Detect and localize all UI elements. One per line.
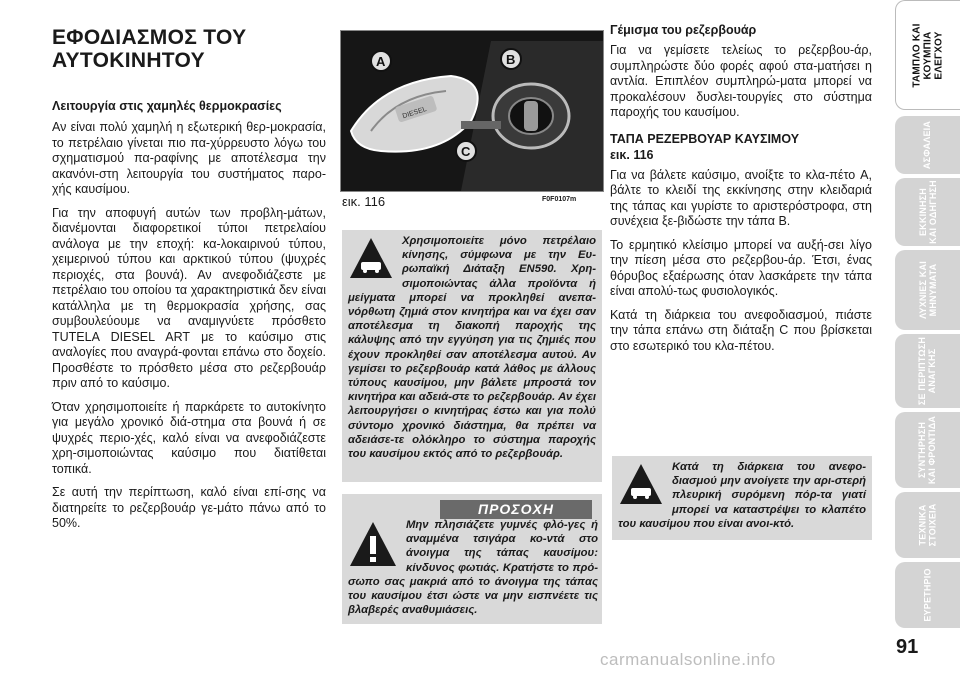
paragraph: Για να γεμίσετε τελείως το ρεζερβου-άρ, συμπληρώστε δύο φορές αφού στα-ματήσει η αντλία. Επιπλέον συμπληρώ-ματα μπορεί να προκαλέσουν δυσλει-τουργίες στο σύστημα παροχής του καυσίμου. bbox=[610, 43, 872, 119]
label-a: A bbox=[376, 54, 386, 69]
tab-technical-specs[interactable] bbox=[895, 492, 960, 558]
warning-triangle-icon bbox=[348, 520, 398, 570]
figure-caption: εικ. 116 bbox=[342, 194, 386, 209]
tab-lights-messages[interactable] bbox=[895, 250, 960, 330]
fuel-cap-illustration bbox=[341, 31, 603, 191]
warning-text: Μην πλησιάζετε γυμνές φλό-γες ή αναμμένα τσιγάρα κο-ντά στο άνοιγμα της τάπας καυσίμου: κίνδυνος φωτιάς. Κρατήστε το πρό-σωπο σας μακριά από το άνοιγμα της τάπας του καυσίμου έτσι ώστε να μην εισπνέετε τις βλαβερές αναθυμιάσεις. bbox=[348, 519, 598, 617]
car-warning-icon bbox=[348, 236, 394, 280]
tab-label: ΑΣΦΑΛΕΙΑ bbox=[922, 120, 933, 170]
tab-label: ΤΕΧΝΙΚΑ ΣΤΟΙΧΕΙΑ bbox=[917, 503, 938, 547]
paragraph: Το ερμητικό κλείσιμο μπορεί να αυξή-σει λίγο την πίεση μέσα στο ρεζερβου-άρ. Έτσι, ένας θόρυβος εξαέρωσης όταν λασκάρετε την τάπα είναι απολύ-τως φυσιολογικός. bbox=[610, 237, 872, 298]
tab-starting-driving[interactable] bbox=[895, 178, 960, 246]
section-tabs bbox=[895, 0, 960, 677]
tab-maintenance[interactable] bbox=[895, 412, 960, 488]
tab-label: ΕΥΡΕΤΗΡΙΟ bbox=[922, 568, 933, 622]
fuel-note-box bbox=[342, 230, 602, 482]
tab-label: ΤΑΜΠΛΟ ΚΑΙ ΚΟΥΜΠΙΑ ΕΛΕΓΧΟΥ bbox=[911, 22, 945, 88]
fuel-cap-figure bbox=[340, 30, 604, 192]
warning-heading: ΠΡΟΣΟΧΗ bbox=[440, 500, 592, 519]
watermark: carmanualsonline.info bbox=[600, 650, 776, 669]
tab-label: ΣΥΝΤΗΡΗΣΗ ΚΑΙ ΦΡΟΝΤΙΔΑ bbox=[917, 415, 938, 485]
tab-index[interactable] bbox=[895, 562, 960, 628]
subheading-low-temp: Λειτουργία στις χαμηλές θερμοκρασίες bbox=[52, 99, 282, 113]
paragraph: Όταν χρησιμοποιείτε ή παρκάρετε το αυτοκίνητο για μεγάλο χρονικό διά-στημα στα βουνά ή σε ψυχρές περιο-χές, καλό είναι να ανεφοδιάζεστε χρη-σιμοποιώντας καύσιμο που διατίθεται τοπικά. bbox=[52, 399, 326, 476]
paragraph: Για να βάλετε καύσιμο, ανοίξτε το κλα-πέτο A, βάλτε το κλειδί της εκκίνησης στην κλειδαριά της τάπας και γυρίστε το αριστερόστροφα, στη συνέχεια ξε-βιδώστε την τάπα B. bbox=[610, 167, 872, 228]
warning-content bbox=[348, 518, 598, 617]
left-column bbox=[52, 98, 326, 532]
right-column bbox=[610, 22, 872, 354]
tab-dashboard[interactable] bbox=[895, 0, 960, 110]
paragraph: Σε αυτή την περίπτωση, καλό είναι επί-σης να διατηρείτε το ρεζερβουάρ γε-μάτο πάνω από το 50%. bbox=[52, 485, 326, 530]
tab-safety[interactable] bbox=[895, 116, 960, 174]
door-note-text: Κατά τη διάρκεια του ανεφο-διασμού μην ανοίγετε την αρι-στερή πλευρική συρόμενη πόρ-τα γιατί μπορεί να καταστρέψει το κλαπέτο του καυσίμου που είναι ανοι-κτό. bbox=[618, 461, 866, 530]
paragraph: Κατά τη διάρκεια του ανεφοδιασμού, πιάστε την τάπα επάνω στη διάταξη C που βρίσκεται στο εσωτερικό του κλα-πέτου. bbox=[610, 307, 872, 353]
door-note-box bbox=[612, 456, 872, 540]
fuel-note-text: Χρησιμοποιείτε μόνο πετρέλαιο κίνησης, σύμφωνα με την Ευ-ρωπαϊκή Διάταξη EN590. Χρη-σιμοποιώντας άλλα προϊόντα ή μείγματα μπορεί να προκληθεί ανεπα-νόρθωτη ζημιά στον κινητήρα και να έχει σαν αποτέλεσμα τη διακοπή παροχής της κάλυψης από την εγγύηση για τις ζημιές που έχουν προκληθεί σαν αποτέλεσμα αυτού. Αν γεμίσει το ρεζερβουάρ κατά λάθος με άλλους τύπους καυσίμου, μην βάλετε μπροστά τον κινητήρα και αδειά-στε το ρεζερβουάρ. Αν έχει λειτουργήσει ο κινητήρας έστω και για πολύ σύντομο χρονικό διάστημα, θα πρέπει να αδειάσε-τε ολόκληρο το σύστημα παροχής του καυσίμου εκτός από το ρεζερβουάρ. bbox=[348, 235, 596, 461]
subheading-filling: Γέμισμα του ρεζερβουάρ bbox=[610, 23, 757, 37]
subheading-fig-ref: εικ. 116 bbox=[610, 147, 654, 162]
subheading-fuel-cap: ΤΑΠΑ ΡΕΖΕΡΒΟΥΑΡ ΚΑΥΣΙΜΟΥ bbox=[610, 131, 800, 146]
label-c: C bbox=[461, 144, 471, 159]
tab-emergency[interactable] bbox=[895, 334, 960, 408]
tab-label: ΕΚΚΙΝΗΣΗ ΚΑΙ ΟΔΗΓΗΣΗ bbox=[917, 180, 938, 244]
paragraph: Αν είναι πολύ χαμηλή η εξωτερική θερ-μοκρασία, το πετρέλαιο γίνεται πιο πα-χύρρευστο λόγω του σχηματισμού πα-ραφίνης με αποτέλεσμα την ακανόνι-στη λειτουργία του συστήματος παρο-χής καυσίμου. bbox=[52, 120, 326, 196]
page-number: 91 bbox=[896, 636, 919, 658]
page-title: ΕΦΟΔΙΑΣΜΟΣ ΤΟΥ ΑΥΤΟΚΙΝΗΤΟΥ bbox=[52, 26, 247, 72]
paragraph: Για την αποφυγή αυτών των προβλη-μάτων, διανέμονται διαφορετικοί τύποι πετρελαίου ανάλογα με την εποχή: κα-λοκαιρινού τύπου, χειμερινού τύπου και αρκτικού τύπου (ψυχρές περιοχές, στα βουνά). Αν ανεφοδιάζεστε με πετρέλαιο του οποίου τα χαρακτηριστικά δεν είναι κατάλληλα με τη θερμοκρασία χρήσης, σας συμβουλεύουμε να αναμιγνύετε πρόσθετο TUTELA DIESEL ART με το καύσιμο στις αναλογίες που αναγρά-φονται επάνω στο δοχείο. Προσθέστε το πρόσθετο μέσα στο ρεζερβουάρ πριν από το καύσιμο. bbox=[52, 205, 326, 390]
car-warning-icon bbox=[618, 462, 664, 506]
diesel-label: DIESEL bbox=[401, 105, 428, 121]
figure-code: F0F0107m bbox=[542, 196, 577, 203]
tab-label: ΣΕ ΠΕΡΙΠΤΩΣΗ ΑΝΑΓΚΗΣ bbox=[917, 336, 938, 406]
label-b: B bbox=[506, 52, 516, 67]
tab-label: ΛΥΧΝΙΕΣ ΚΑΙ ΜΗΝΥΜΑΤΑ bbox=[917, 261, 938, 319]
